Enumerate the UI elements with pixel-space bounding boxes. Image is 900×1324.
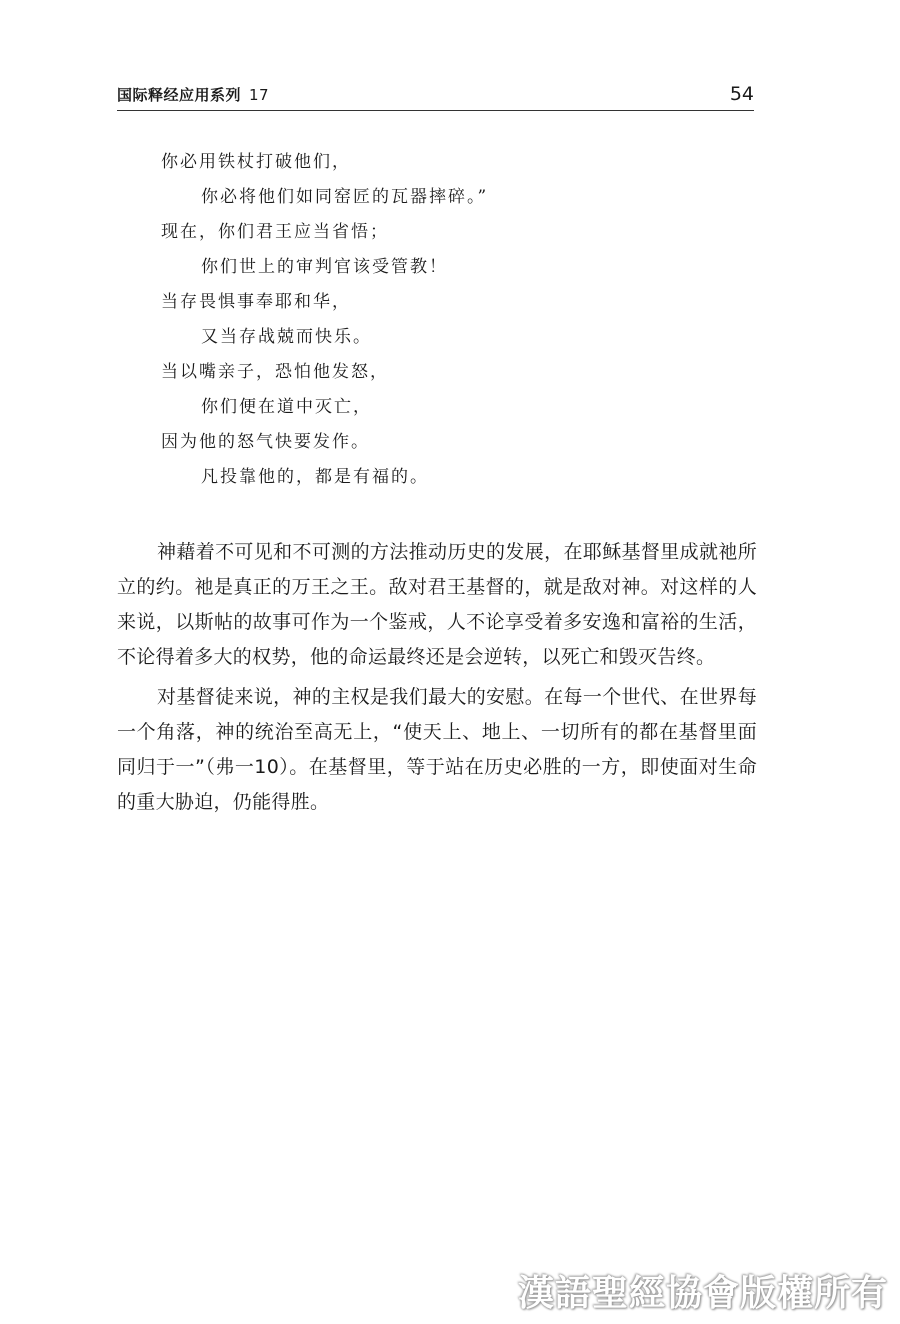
poem-line: 又当存战兢而快乐。	[201, 327, 372, 347]
running-header	[117, 78, 754, 111]
poem-line: 凡投靠他的，都是有福的。	[201, 467, 429, 487]
poem-line: 因为他的怒气快要发作。	[161, 432, 370, 452]
series-title	[117, 84, 269, 105]
body-text	[117, 535, 757, 825]
poem-line: 当存畏惧事奉耶和华，	[161, 292, 351, 312]
paragraph: 神藉着不可见和不可测的方法推动历史的发展，在耶稣基督里成就祂所立的约。祂是真正的万王之王。敌对君王基督的，就是敌对神。对这样的人来说，以斯帖的故事可作为一个鉴戒，人不论享受着多安逸和富裕的生活，不论得着多大的权势，他的命运最终还是会逆转，以死亡和毁灭告终。	[117, 541, 757, 668]
paragraph: 对基督徒来说，神的主权是我们最大的安慰。在每一个世代、在世界每一个角落，神的统治至高无上，“使天上、地上、一切所有的都在基督里面同归于一”（弗一10）。在基督里，等于站在历史必胜的一方，即使面对生命的重大胁迫，仍能得胜。	[117, 686, 757, 813]
poem-line: 现在，你们君王应当省悟；	[161, 222, 389, 242]
copyright-watermark: 漢語聖經協會版權所有	[517, 1273, 888, 1314]
poem-line: 你必用铁杖打破他们，	[161, 152, 351, 172]
poem-line: 当以嘴亲子，恐怕他发怒，	[161, 362, 389, 382]
poem-quotation	[161, 145, 721, 495]
poem-line: 你们世上的审判官该受管教！	[201, 257, 448, 277]
page-number: 54	[729, 83, 754, 105]
poem-line: 你们便在道中灭亡，	[201, 397, 372, 417]
poem-line: 你必将他们如同窑匠的瓦器摔碎。”	[201, 187, 489, 207]
volume-number: 17	[249, 86, 270, 104]
series-name: 国际释经应用系列	[117, 86, 242, 104]
